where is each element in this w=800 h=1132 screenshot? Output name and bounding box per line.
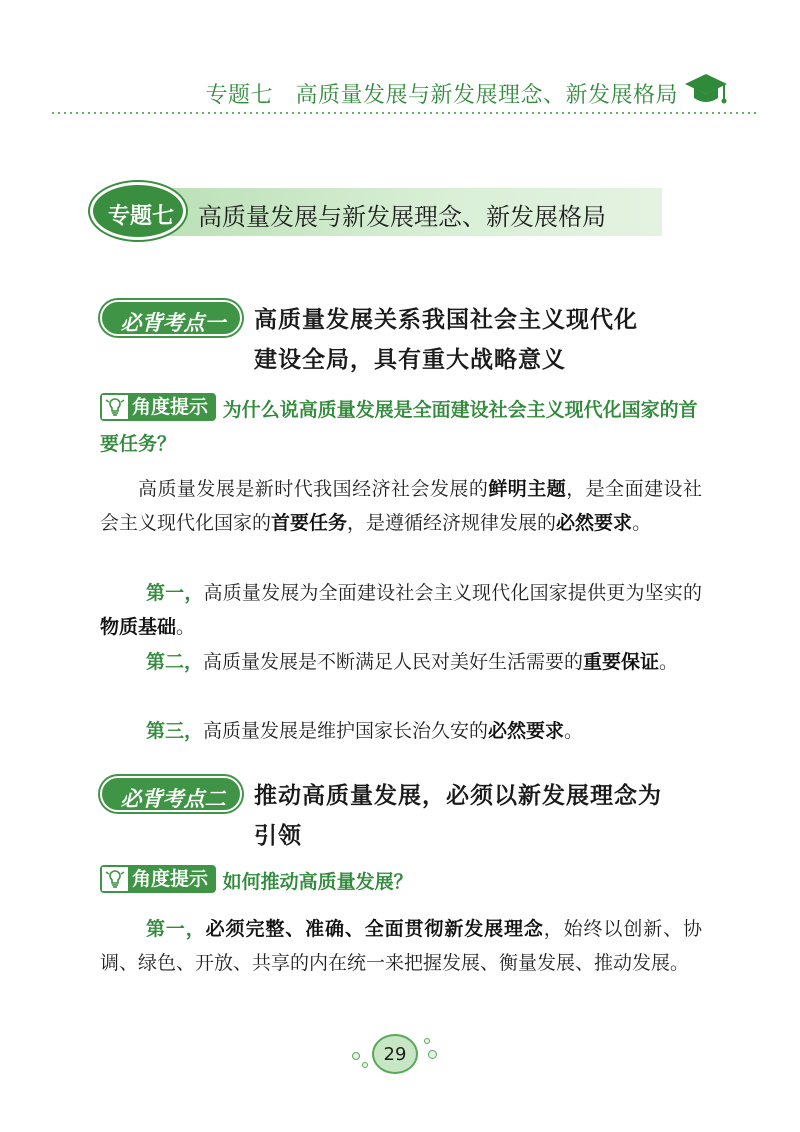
point-2-first xyxy=(100,912,702,980)
hint-box-1 xyxy=(100,393,700,461)
hint-2-text xyxy=(100,865,700,899)
chapter-title: 高质量发展与新发展理念、新发展格局 xyxy=(198,203,606,231)
intro-text-2: ，是全面建设社会主义现代化国家的 xyxy=(100,478,702,534)
chapter-banner xyxy=(90,180,662,244)
second-lead: 第二， xyxy=(146,651,204,673)
chapter-badge-label: 专题七 xyxy=(107,203,174,229)
third-lead: 第三， xyxy=(146,720,204,742)
third-text-1: 高质量发展是维护国家长治久安的 xyxy=(203,720,489,742)
point-2-tag-label: 必背考点二 xyxy=(120,786,226,811)
chapter-badge xyxy=(90,182,186,240)
hint-2-tag xyxy=(100,865,216,893)
page-number-circle xyxy=(372,1034,418,1074)
intro-text-3: ，是遵循经济规律发展的 xyxy=(347,512,557,534)
point-1-heading xyxy=(254,300,684,380)
point-1-tag-label: 必背考点一 xyxy=(120,310,226,335)
lightbulb-icon xyxy=(102,867,128,891)
hint-2-question: 如何推动高质量发展？ xyxy=(222,871,413,893)
point-2-heading xyxy=(254,776,684,856)
intro-text-4: 。 xyxy=(632,512,652,534)
point-1-heading-line-1: 高质量发展关系我国社会主义现代化 xyxy=(254,306,638,333)
third-bold-1: 必然要求 xyxy=(488,720,565,742)
p2-first-bold-1: 必须完整、准确、全面贯彻新发展理念 xyxy=(205,918,544,940)
first-bold-1: 物质基础 xyxy=(100,616,177,638)
page-bubble xyxy=(428,1050,437,1059)
section-point-1 xyxy=(100,300,700,380)
page-bubble xyxy=(362,1062,368,1068)
lightbulb-icon xyxy=(102,395,128,419)
point-2-heading-line-2: 引领 xyxy=(254,822,302,849)
hint-2-label: 角度提示 xyxy=(132,868,209,890)
point-1-tag xyxy=(100,300,242,336)
p2-first-lead: 第一， xyxy=(146,918,206,940)
point-2-tag xyxy=(100,776,242,812)
intro-bold-1: 鲜明主题 xyxy=(488,478,567,500)
point-1-third xyxy=(100,714,702,748)
page-number xyxy=(340,1030,460,1086)
intro-bold-3: 必然要求 xyxy=(556,512,633,534)
hint-1-question: 为什么说高质量发展是全面建设社会主义现代化国家的首要任务？ xyxy=(100,399,698,455)
second-bold-1: 重要保证 xyxy=(583,651,660,673)
hint-1-tag xyxy=(100,393,216,421)
intro-text-1: 高质量发展是新时代我国经济社会发展的 xyxy=(138,478,489,500)
point-1-heading-line-2: 建设全局，具有重大战略意义 xyxy=(254,346,566,373)
point-1-first xyxy=(100,576,702,644)
first-text-1: 高质量发展为全面建设社会主义现代化国家提供更为坚实的 xyxy=(203,582,702,604)
section-point-2 xyxy=(100,776,700,856)
page-bubble xyxy=(424,1038,430,1044)
header-divider xyxy=(50,112,758,114)
graduation-cap-icon xyxy=(684,70,728,110)
first-lead: 第一， xyxy=(146,582,204,604)
first-text-2: 。 xyxy=(176,616,196,638)
second-text-1: 高质量发展是不断满足人民对美好生活需要的 xyxy=(203,651,584,673)
point-2-heading-line-1: 推动高质量发展，必须以新发展理念为 xyxy=(254,782,662,809)
p2-first-text-1: ，始终以创新、协调、绿色、开放、共享的内在统一来把握发展、衡量发展、推动发展。 xyxy=(100,918,702,974)
hint-box-2 xyxy=(100,865,700,899)
page-number-label: 29 xyxy=(383,1044,407,1065)
hint-1-label: 角度提示 xyxy=(132,396,209,418)
running-title: 专题七 高质量发展与新发展理念、新发展格局 xyxy=(205,83,678,108)
point-1-second xyxy=(100,645,702,679)
hint-1-text xyxy=(100,393,700,461)
third-text-2: 。 xyxy=(564,720,584,742)
point-1-intro xyxy=(100,472,702,540)
page-bubble xyxy=(352,1052,360,1060)
intro-bold-2: 首要任务 xyxy=(271,512,348,534)
second-text-2: 。 xyxy=(659,651,679,673)
